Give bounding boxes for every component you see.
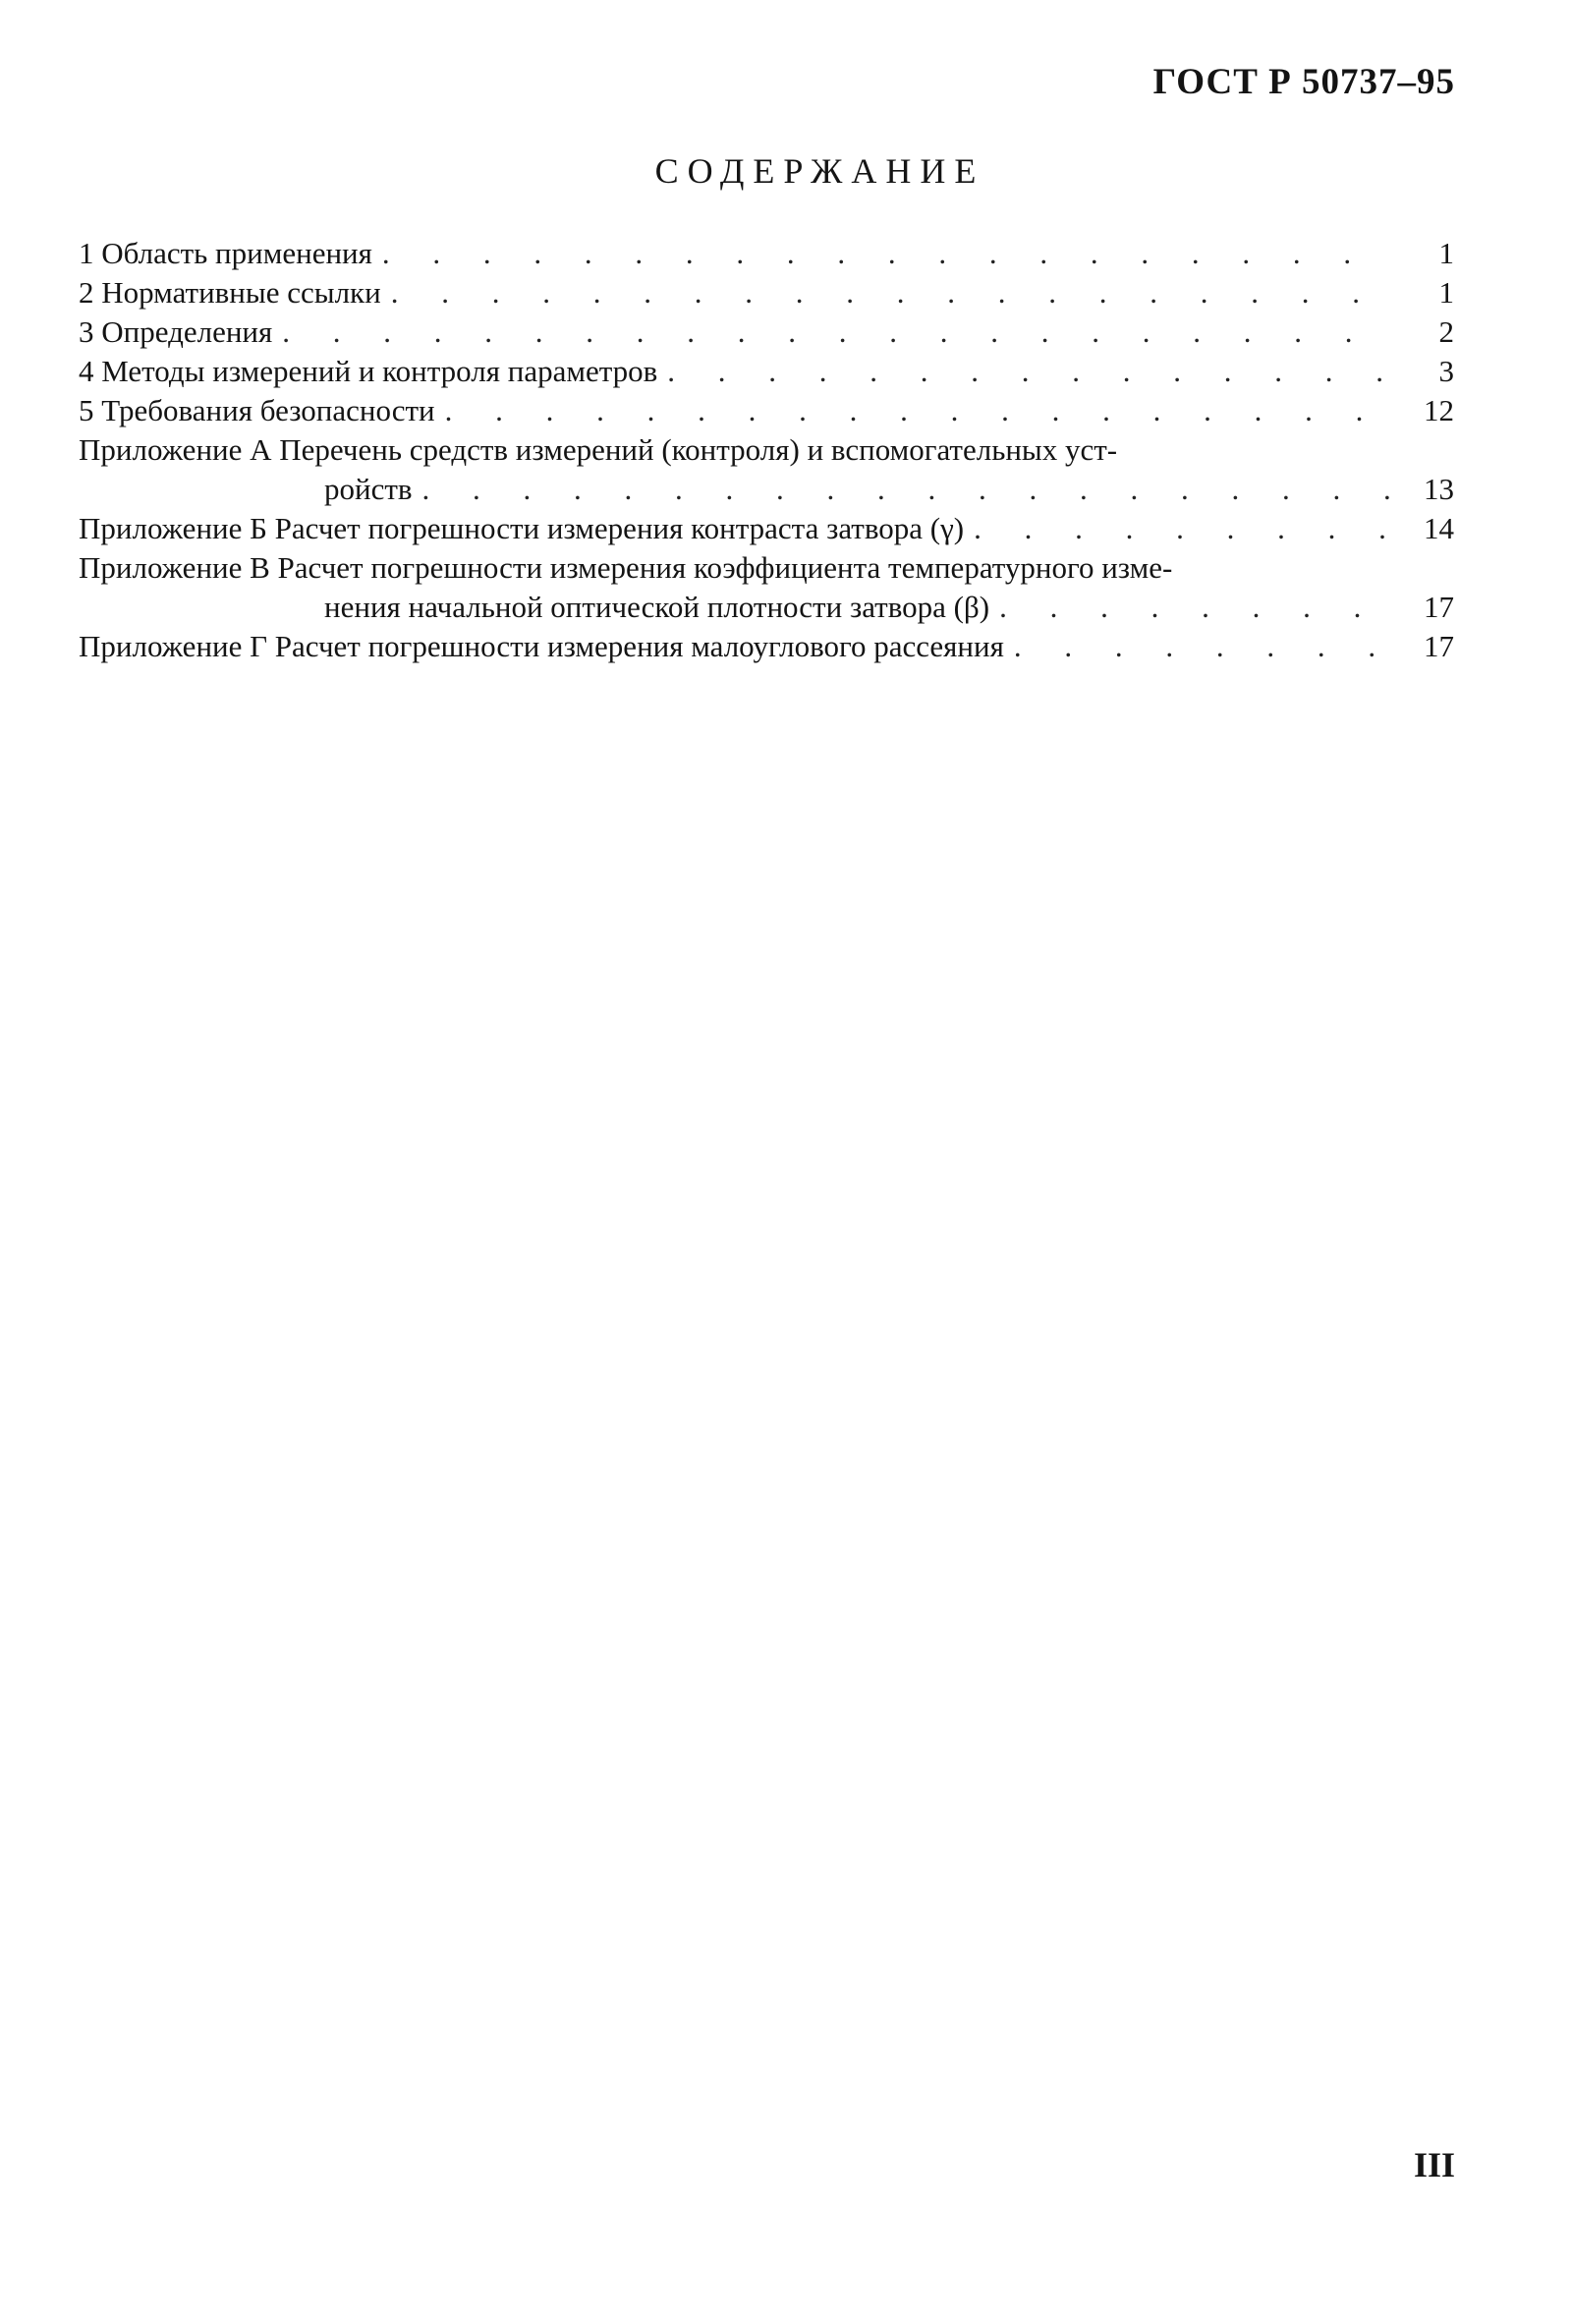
toc-entry[interactable]: [79, 312, 1454, 352]
toc-entry-text: 5 Требования безопасности: [79, 393, 435, 427]
toc-leader-dots: [372, 234, 1395, 273]
toc-entry[interactable]: [79, 273, 1454, 312]
toc-entry-page: 1: [1438, 236, 1454, 270]
toc-entry-text: 3 Определения: [79, 314, 273, 349]
toc-leader-dots: [1004, 627, 1395, 666]
toc-entry-text: ройств: [324, 472, 413, 506]
toc-leader-dots: [413, 470, 1395, 509]
toc-leader-dots: [435, 391, 1395, 430]
toc-entry-text: Приложение В Расчет погрешности измерения коэффициента температурного изме-: [79, 550, 1173, 585]
toc-leader-dots: [989, 588, 1395, 627]
toc-entry-text: 2 Нормативные ссылки: [79, 275, 381, 310]
toc-entry[interactable]: [79, 627, 1454, 666]
toc-entry[interactable]: [79, 509, 1454, 548]
toc-entry-text: Приложение Б Расчет погрешности измерения контраста затвора (γ): [79, 511, 965, 545]
toc-entry[interactable]: [79, 391, 1454, 430]
toc-entry-annex-v-line2[interactable]: [79, 588, 1454, 627]
page-number: III: [1413, 2145, 1455, 2184]
toc-entry-text: Приложение А Перечень средств измерений (контроля) и вспомогательных уст-: [79, 432, 1118, 467]
toc-entry[interactable]: [79, 352, 1454, 391]
toc-entry-annex-a-line1[interactable]: [79, 430, 1454, 470]
toc-leader-dots: [657, 352, 1395, 391]
toc-leader-dots: [381, 273, 1395, 312]
toc-entry-annex-v-line1[interactable]: [79, 548, 1454, 588]
toc-entry-page: 1: [1438, 275, 1454, 310]
toc-entry-text: нения начальной оптической плотности затвора (β): [324, 590, 990, 624]
toc-leader-dots: [272, 312, 1395, 352]
toc-entry-page: 17: [1424, 590, 1454, 624]
table-of-contents: [79, 234, 1454, 666]
toc-entry-text: Приложение Г Расчет погрешности измерения малоуглового рассеяния: [79, 629, 1004, 663]
toc-entry-page: 12: [1424, 393, 1454, 427]
toc-entry-page: 17: [1424, 629, 1454, 663]
toc-title: СОДЕРЖАНИЕ: [654, 151, 985, 191]
toc-entry-text: 4 Методы измерений и контроля параметров: [79, 354, 658, 388]
toc-entry-page: 13: [1424, 472, 1454, 506]
document-code: ГОСТ Р 50737–95: [1152, 62, 1455, 102]
toc-entry-annex-a-line2[interactable]: [79, 470, 1454, 509]
toc-entry[interactable]: [79, 234, 1454, 273]
toc-entry-page: 2: [1438, 314, 1454, 349]
toc-entry-page: 14: [1424, 511, 1454, 545]
toc-entry-text: 1 Область применения: [79, 236, 372, 270]
toc-entry-page: 3: [1438, 354, 1454, 388]
toc-leader-dots: [964, 509, 1395, 548]
